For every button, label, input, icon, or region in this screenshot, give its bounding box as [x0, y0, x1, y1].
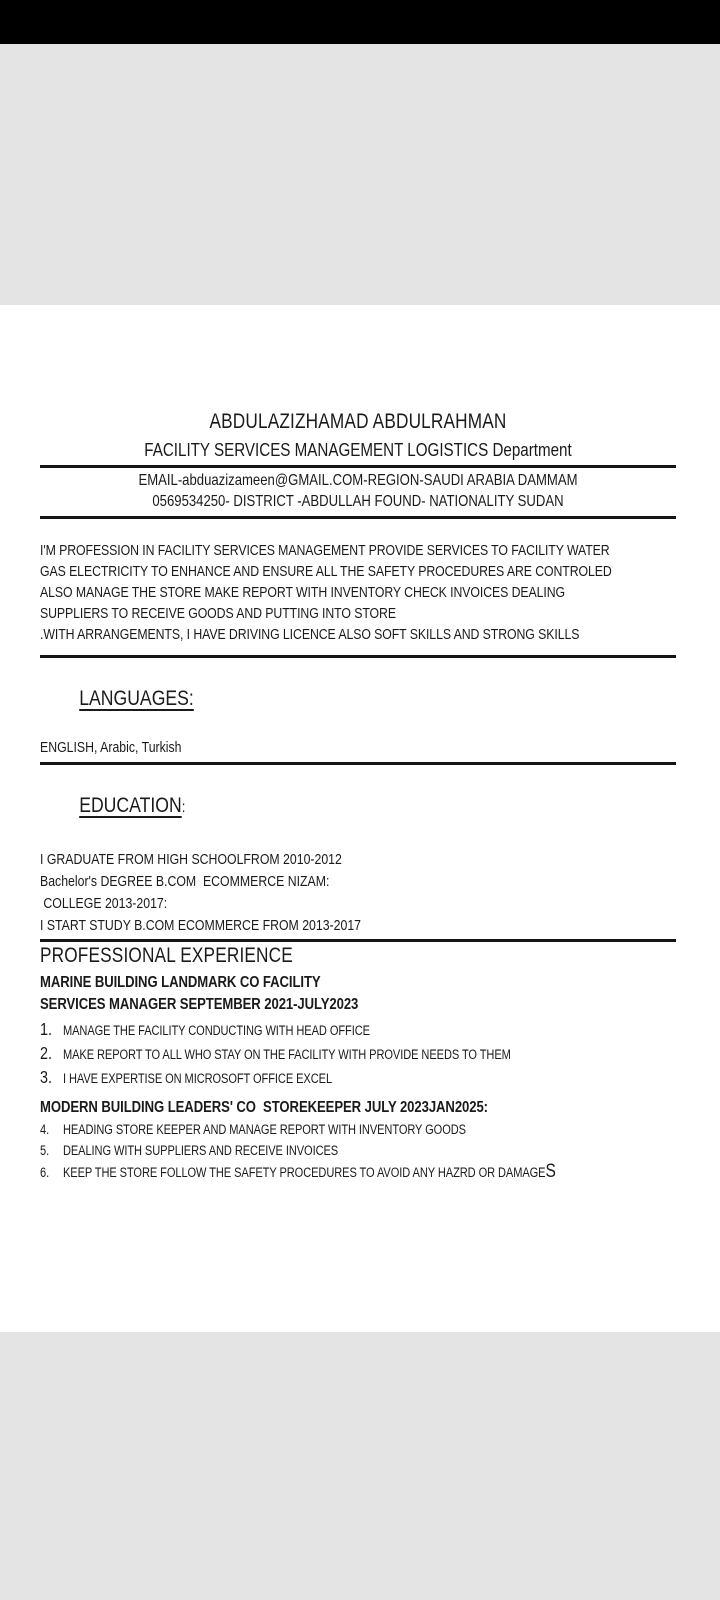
- languages-heading: [40, 659, 562, 737]
- item-text: KEEP THE STORE FOLLOW THE SAFETY PROCEDURES TO AVOID ANY HAZRD OR DAMAGE: [62, 1165, 546, 1180]
- languages-value: ENGLISH, Arabic, Turkish: [40, 739, 182, 756]
- experience-item: [40, 1066, 562, 1090]
- resume-content: [0, 305, 720, 1183]
- experience-item: [40, 1161, 562, 1183]
- section-divider: [40, 465, 676, 468]
- education-line: I GRADUATE FROM HIGH SCHOOLFROM 2010-2012: [40, 851, 342, 868]
- section-divider: [40, 655, 676, 658]
- languages-heading-text: LANGUAGES:: [79, 686, 194, 710]
- document-page[interactable]: [0, 305, 720, 1332]
- education-line: I START STUDY B.COM ECOMMERCE FROM 2013-2017: [40, 917, 362, 934]
- item-text: DEALING WITH SUPPLIERS AND RECEIVE INVOICES: [62, 1143, 339, 1158]
- item-number: 4.: [40, 1122, 50, 1137]
- item-text: MANAGE THE FACILITY CONDUCTING WITH HEAD OFFICE: [62, 1023, 370, 1038]
- job2-items: [40, 1119, 676, 1183]
- status-bar: [0, 0, 720, 44]
- job1-title-line2: SERVICES MANAGER SEPTEMBER 2021-JULY2023: [40, 996, 359, 1013]
- education-line: COLLEGE 2013-2017:: [40, 895, 168, 912]
- resume-name: ABDULAZIZHAMAD ABDULRAHMAN: [209, 410, 507, 433]
- profile-summary: [40, 540, 676, 645]
- job2-title: MODERN BUILDING LEADERS' CO STOREKEEPER JULY 2023JAN2025:: [40, 1099, 488, 1116]
- summary-line: .WITH ARRANGEMENTS, I HAVE DRIVING LICENCE ALSO SOFT SKILLS AND STRONG SKILLS: [40, 626, 580, 643]
- section-divider: [40, 939, 676, 942]
- education-heading-colon: :: [181, 799, 186, 816]
- contact-line-phone: 0569534250- DISTRICT -ABDULLAH FOUND- NATIONALITY SUDAN: [152, 493, 564, 510]
- summary-line: SUPPLIERS TO RECEIVE GOODS AND PUTTING INTO STORE: [40, 605, 396, 622]
- job1-items: [40, 1018, 676, 1090]
- summary-line: ALSO MANAGE THE STORE MAKE REPORT WITH INVENTORY CHECK INVOICES DEALING: [40, 584, 566, 601]
- section-divider: [40, 762, 676, 765]
- item-suffix: S: [545, 1161, 556, 1182]
- job1-title-block: [40, 972, 676, 1016]
- experience-item: [40, 1140, 562, 1161]
- item-number: 3.: [40, 1067, 52, 1087]
- summary-line: GAS ELECTRICITY TO ENHANCE AND ENSURE ALL THE SAFETY PROCEDURES ARE CONTROLED: [40, 563, 612, 580]
- section-divider: [40, 516, 676, 519]
- education-block: [40, 849, 676, 937]
- experience-item: [40, 1119, 562, 1140]
- education-heading: [40, 766, 562, 847]
- experience-item: [40, 1042, 562, 1066]
- item-text: MAKE REPORT TO ALL WHO STAY ON THE FACILITY WITH PROVIDE NEEDS TO THEM: [62, 1047, 511, 1062]
- item-number: 5.: [40, 1143, 50, 1158]
- item-number: 1.: [40, 1019, 52, 1039]
- item-number: 2.: [40, 1043, 52, 1063]
- job1-title-line1: MARINE BUILDING LANDMARK CO FACILITY: [40, 974, 321, 991]
- experience-item: [40, 1018, 562, 1042]
- item-number: 6.: [40, 1165, 50, 1180]
- summary-line: I'M PROFESSION IN FACILITY SERVICES MANAGEMENT PROVIDE SERVICES TO FACILITY WATER: [40, 542, 610, 559]
- item-text: I HAVE EXPERTISE ON MICROSOFT OFFICE EXCEL: [62, 1071, 333, 1086]
- education-line: Bachelor's DEGREE B.COM ECOMMERCE NIZAM:: [40, 873, 330, 890]
- contact-line-email: EMAIL-abduazizameen@GMAIL.COM-REGION-SAUDI ARABIA DAMMAM: [138, 472, 578, 489]
- experience-heading: PROFESSIONAL EXPERIENCE: [40, 944, 293, 967]
- resume-subtitle: FACILITY SERVICES MANAGEMENT LOGISTICS Department: [144, 439, 572, 460]
- item-text: HEADING STORE KEEPER AND MANAGE REPORT WITH INVENTORY GOODS: [62, 1122, 466, 1137]
- contact-block: [40, 470, 676, 512]
- education-heading-text: EDUCATION: [79, 793, 182, 817]
